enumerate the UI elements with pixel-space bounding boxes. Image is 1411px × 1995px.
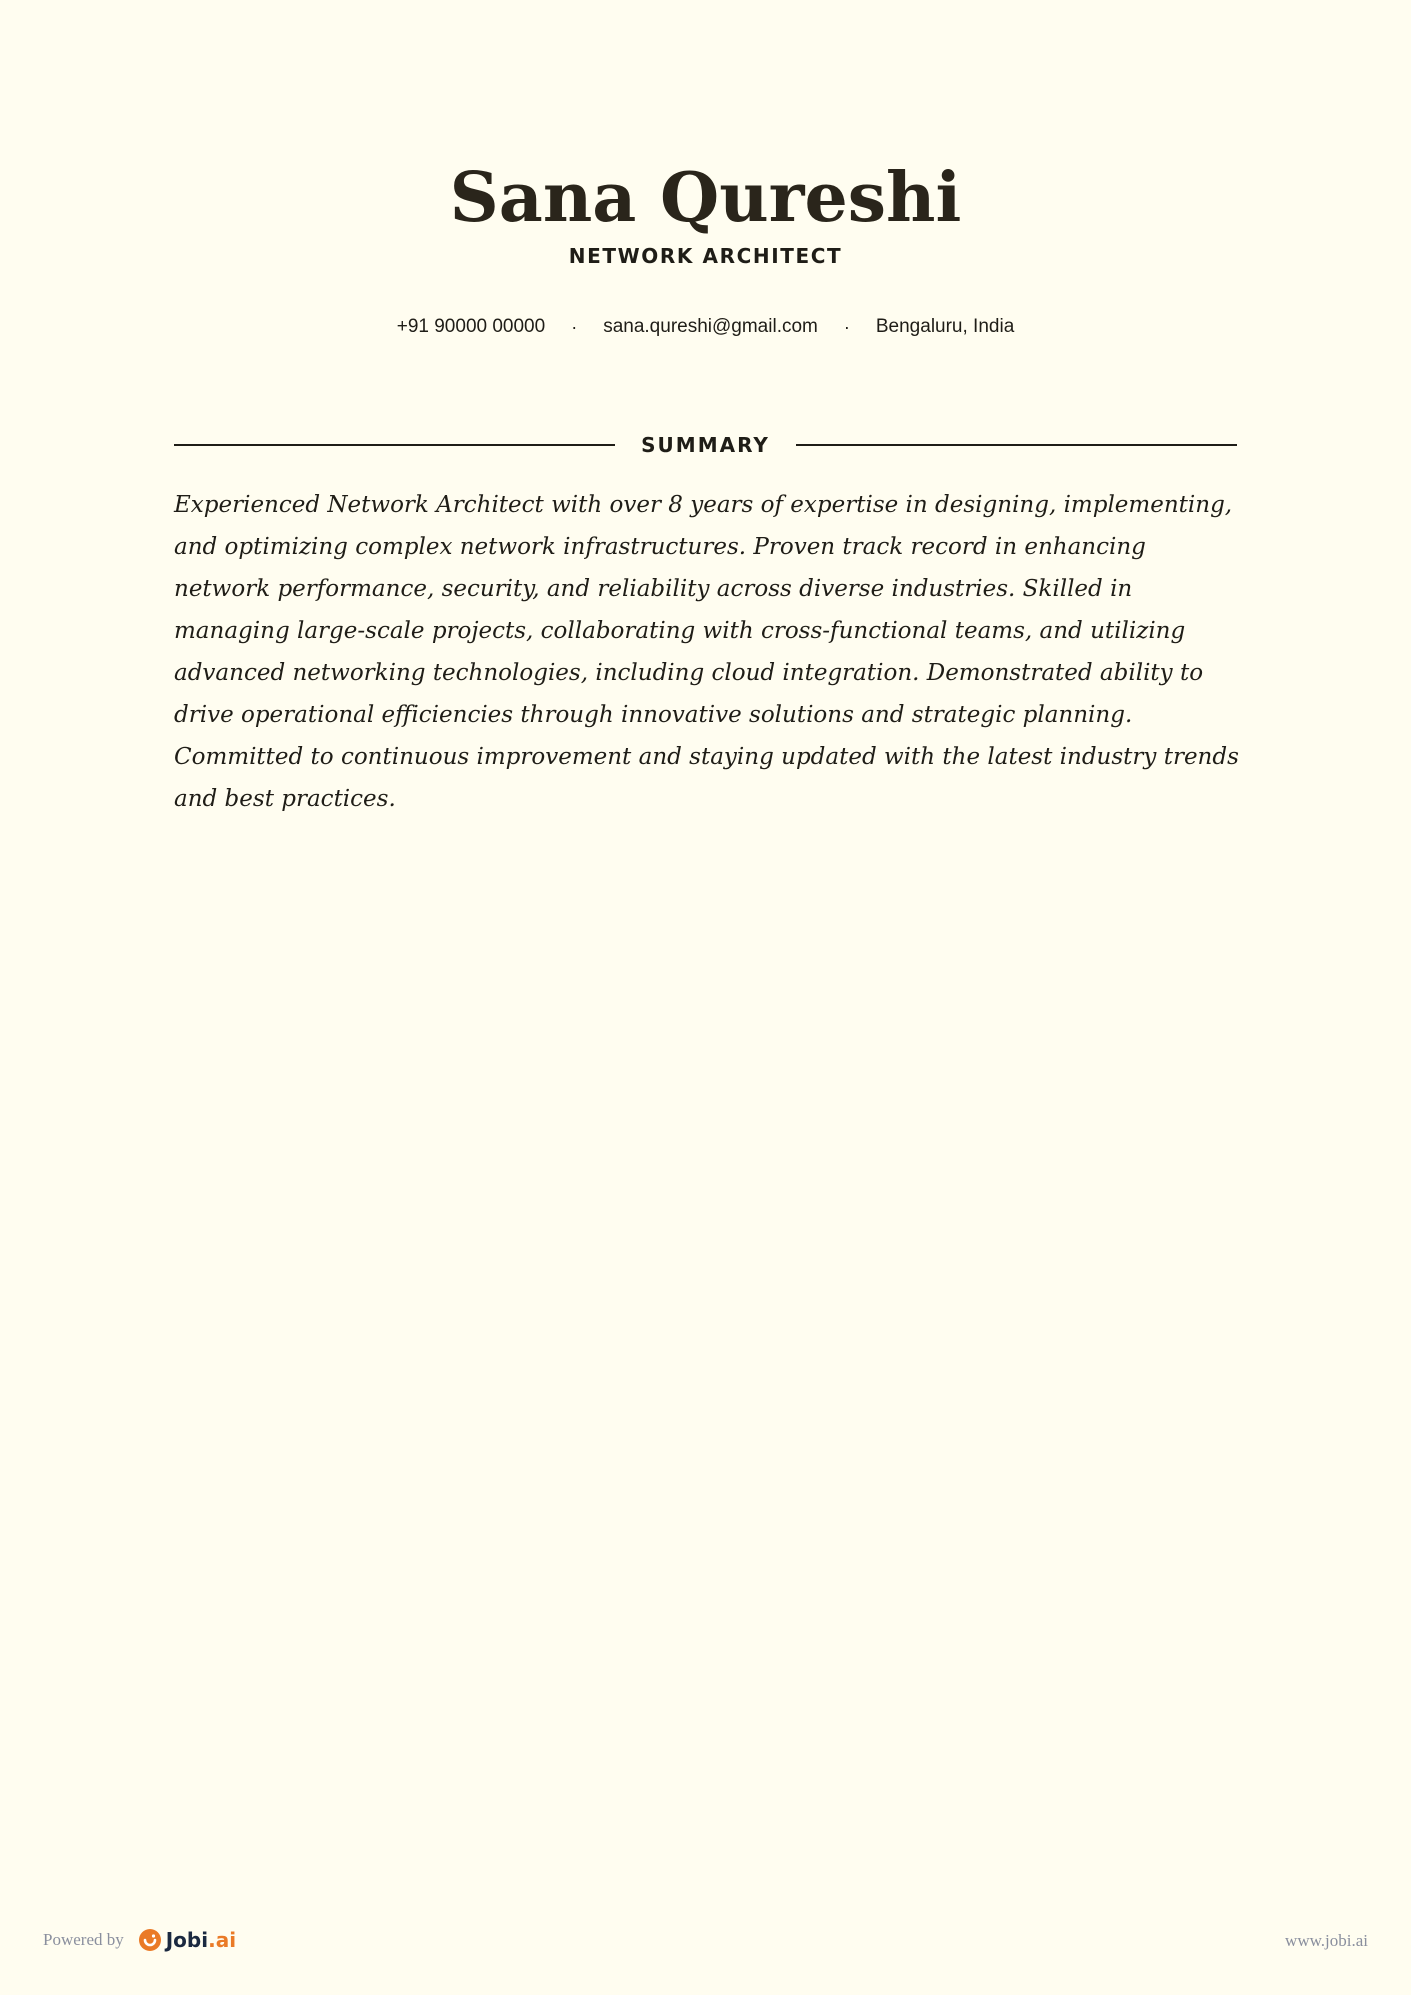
candidate-name: Sana Qureshi: [449, 158, 962, 238]
contact-separator: ·: [843, 316, 850, 337]
powered-by-label: Powered by: [43, 1930, 124, 1949]
phone-number: +91 90000 00000: [396, 316, 546, 337]
email-address: sana.qureshi@gmail.com: [603, 316, 818, 337]
jobi-logo-text: [166, 1928, 236, 1952]
brand-accent: .ai: [208, 1928, 237, 1952]
heading-rule-left: [174, 444, 615, 446]
heading-rule-right: [796, 444, 1237, 446]
jobi-logo-icon: [138, 1928, 162, 1952]
summary-text: Experienced Network Architect with over 8 years of expertise in designing, implementing, and optimizing complex network infrastructures. Proven track record in enhancing network performance, security, and reliability across diverse industries. Skilled in managing large-scale projects, collaborating with cross-functional teams, and utilizing advanced networking technologies, including cloud integration. Demonstrated ability to drive operational efficiencies through innovative solutions and strategic planning. Committed to continuous improvement and staying updated with the latest industry trends and best practices.: [174, 492, 1239, 812]
brand-main: Jobi: [165, 1928, 209, 1952]
contact-separator: ·: [571, 316, 578, 337]
resume-header: [0, 158, 1411, 268]
powered-by-footer: [43, 1928, 236, 1952]
website-link[interactable]: www.jobi.ai: [1285, 1931, 1368, 1950]
summary-heading: [174, 430, 1237, 460]
summary-title: SUMMARY: [641, 433, 770, 457]
contact-info: [0, 316, 1411, 338]
location: Bengaluru, India: [875, 316, 1015, 337]
job-title: NETWORK ARCHITECT: [568, 244, 843, 268]
